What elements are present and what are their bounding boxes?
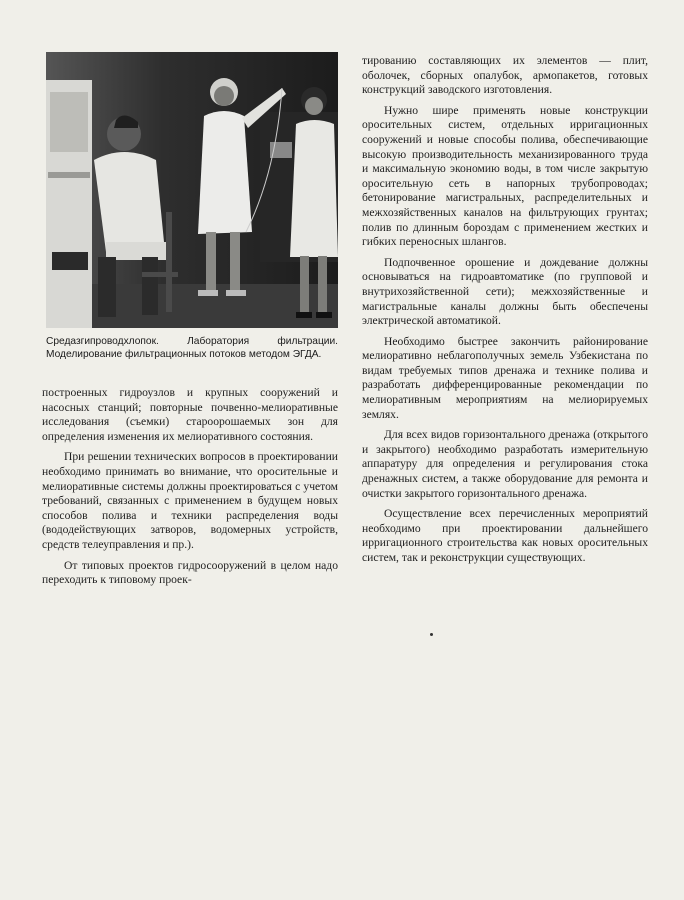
laboratory-photo [46, 52, 338, 328]
paragraph: Для всех видов горизонтального дренажа (открытого и закрытого) необходимо разработать измерительную аппаратуру для определения и регулирования стока дренажных систем, а также оборудование для ремонта и очистки закрытого горизонтального дренажа. [362, 428, 648, 500]
right-text-column [362, 54, 648, 566]
paragraph: Необходимо быстрее закончить районирование мелиоративно неблагополучных земель Узбекистана по видам требуемых типов дренажа и технике полива и разработать дифференцированные рекомендации по мелиоративным мероприятиям на мелиорируемых землях. [362, 334, 648, 421]
paragraph: тированию составляющих их элементов — плит, оболочек, сборных опалубок, армопакетов, готовых конструкций заводского изготовления. [362, 54, 648, 97]
paragraph: Осуществление всех перечисленных мероприятий необходимо при проектировании дальнейшего ирригационного строительства как новых оросительных систем, так и реконструкции существующих. [362, 507, 648, 564]
left-text-column [42, 386, 338, 588]
print-speck [430, 633, 433, 636]
paragraph: построенных гидроузлов и крупных сооружений и насосных станций; повторные почвенно-мелиоративные исследования (съемки) староорошаемых зон для определения изменения их мелиоративного состояния. [42, 386, 338, 443]
paragraph: Подпочвенное орошение и дождевание должны основываться на гидроавтоматике (по групповой и внутрихозяйственной сети); межхозяйственные и магистральные каналы должны быть обеспечены электрической автоматикой. [362, 255, 648, 328]
paragraph: При решении технических вопросов в проектировании необходимо принимать во внимание, что оросительные и мелиоративные системы должны проектироваться с учетом требований, связанных с применением в будущем новых способов полива и техники распределения воды (вододействующих затворов, водомерных устройств, средств телеуправления и пр.). [42, 450, 338, 551]
photo-caption: Средазгипроводхлопок. Лаборатория фильтрации. Моделирование фильтрационных потоков методом ЭГДА. [46, 336, 338, 360]
paragraph: От типовых проектов гидросооружений в целом надо переходить к типовому проек- [42, 558, 338, 587]
paragraph: Нужно шире применять новые конструкции оросительных систем, отдельных ирригационных сооружений и новые способы полива, обеспечивающие высокую производительность механизированного труда и максимальную экономию воды, в том числе закрытую оросительную сеть в напорных трубопроводах; бетонирование магистральных, распределительных и межхозяйственных каналов на фильтрующих грунтах; полив по длинным бороздам с применением жестких и гибких переносных шлангов. [362, 103, 648, 249]
